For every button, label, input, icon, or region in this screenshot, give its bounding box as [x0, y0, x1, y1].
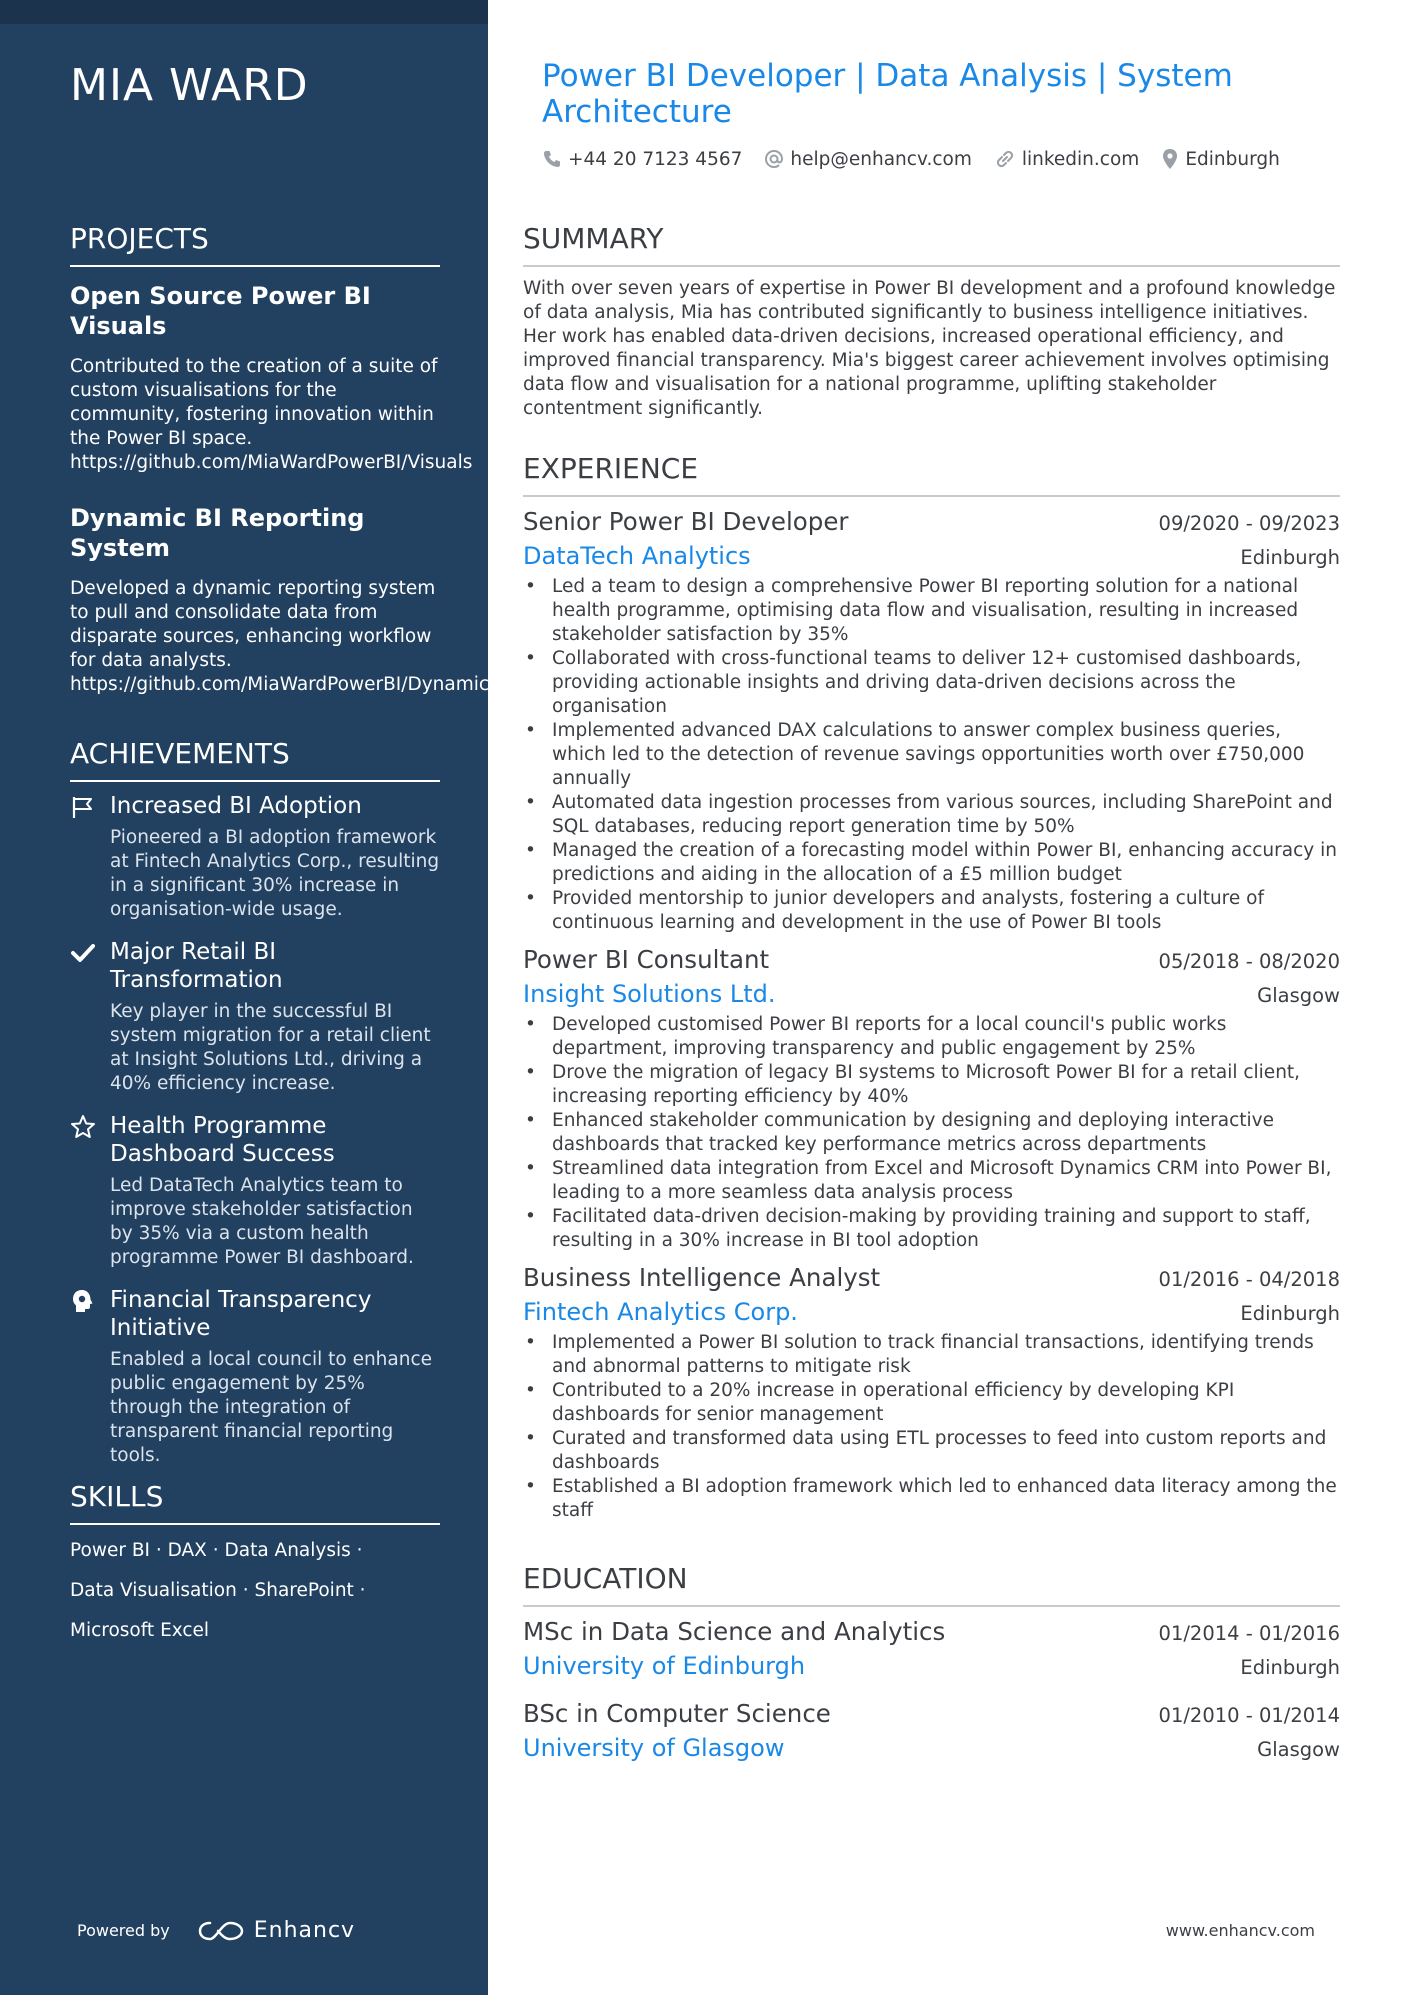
job-dates: 05/2018 - 08/2020 — [1158, 950, 1340, 973]
location-pin-icon — [1161, 148, 1179, 170]
education-dates: 01/2014 - 01/2016 — [1158, 1622, 1340, 1645]
job-location: Edinburgh — [1240, 546, 1340, 569]
achievement-description: Pioneered a BI adoption framework at Fintech Analytics Corp., resulting in a significant 30% increase in organisation-wide usage. — [110, 827, 440, 920]
job-entry — [523, 505, 1340, 935]
skills-line: Data Visualisation · SharePoint · — [70, 1580, 366, 1601]
contact-bar — [542, 148, 1302, 170]
achievement-title: Financial Transparency Initiative — [110, 1287, 372, 1341]
experience-heading: EXPERIENCE — [523, 452, 1340, 497]
education-entry — [523, 1615, 1340, 1683]
candidate-name: MIA WARD — [70, 60, 309, 111]
skills-line: Microsoft Excel — [70, 1620, 210, 1641]
job-location: Edinburgh — [1240, 1302, 1340, 1325]
degree-title: BSc in Computer Science — [523, 1699, 831, 1728]
sidebar — [0, 0, 561, 1995]
job-bullet: • Automated data ingestion processes from various sources, including SharePoint and SQL databases, reducing report generation time by 50% — [523, 791, 1340, 839]
degree-title: MSc in Data Science and Analytics — [523, 1617, 946, 1646]
summary-heading: SUMMARY — [523, 222, 1340, 267]
company-name: DataTech Analytics — [523, 542, 751, 570]
education-section — [523, 1562, 1340, 1765]
achievement-item — [70, 1286, 440, 1468]
projects-heading: PROJECTS — [70, 222, 440, 267]
job-bullet: • Contributed to a 20% increase in operational efficiency by developing KPI dashboards for senior management — [523, 1379, 1340, 1427]
projects-section — [70, 222, 561, 697]
job-bullet: • Collaborated with cross-functional teams to deliver 12+ customised dashboards, providing actionable insights and driving data-driven decisions across the organisation — [523, 647, 1340, 719]
job-bullet: • Curated and transformed data using ETL processes to feed into custom reports and dashboards — [523, 1427, 1340, 1475]
skills-line: Power BI · DAX · Data Analysis · — [70, 1540, 363, 1561]
school-location: Edinburgh — [1240, 1656, 1340, 1679]
achievement-title: Increased BI Adoption — [110, 793, 362, 819]
education-entry — [523, 1697, 1340, 1765]
enhancv-logo[interactable] — [198, 1918, 355, 1943]
job-title: Power BI Consultant — [523, 945, 770, 974]
job-bullet: • Enhanced stakeholder communication by designing and deploying interactive dashboards that tracked key performance metrics across departments — [523, 1109, 1340, 1157]
skills-heading: SKILLS — [70, 1480, 440, 1525]
contact-linkedin[interactable] — [994, 149, 1139, 170]
job-title: Business Intelligence Analyst — [523, 1263, 881, 1292]
phone-text: +44 20 7123 4567 — [568, 148, 743, 170]
location-text: Edinburgh — [1185, 148, 1280, 170]
job-bullet: • Managed the creation of a forecasting model within Power BI, enhancing accuracy in predictions and aiding in the allocation of a £5 million budget — [523, 839, 1340, 887]
project-description: Contributed to the creation of a suite of custom visualisations for the community, fostering innovation within the Power BI space. — [70, 356, 438, 449]
job-bullet: • Provided mentorship to junior developers and analysts, fostering a culture of continuous learning and development in the use of Power BI tools — [523, 887, 1340, 935]
sidebar-top-bar — [0, 0, 488, 24]
job-bullet: • Led a team to design a comprehensive Power BI reporting solution for a national health programme, optimising data flow and visualisation, resulting in increased stakeholder satisfaction by 35% — [523, 575, 1340, 647]
school-name: University of Edinburgh — [523, 1652, 806, 1680]
achievement-item — [70, 938, 440, 1096]
achievement-item — [70, 792, 440, 922]
job-bullet: • Streamlined data integration from Excel and Microsoft Dynamics CRM into Power BI, leading to a more seamless data analysis process — [523, 1157, 1340, 1205]
school-name: University of Glasgow — [523, 1734, 785, 1762]
job-bullets — [523, 1013, 1340, 1253]
star-icon — [70, 1114, 96, 1140]
footer-url[interactable]: www.enhancv.com — [1165, 1921, 1315, 1940]
achievements-heading: ACHIEVEMENTS — [70, 737, 440, 782]
achievement-description: Led DataTech Analytics team to improve stakeholder satisfaction by 35% via a custom health programme Power BI dashboard. — [110, 1175, 414, 1268]
job-bullets — [523, 1331, 1340, 1523]
achievement-title: Health Programme Dashboard Success — [110, 1113, 335, 1167]
school-location: Glasgow — [1257, 1738, 1340, 1761]
job-bullet: • Implemented a Power BI solution to track financial transactions, identifying trends and abnormal patterns to mitigate risk — [523, 1331, 1340, 1379]
contact-email[interactable] — [764, 149, 971, 170]
achievement-title: Major Retail BI Transformation — [110, 939, 283, 993]
powered-by — [77, 1918, 355, 1943]
job-bullet: • Developed customised Power BI reports for a local council's public works department, improving transparency and public engagement by 25% — [523, 1013, 1340, 1061]
job-dates: 01/2016 - 04/2018 — [1158, 1268, 1340, 1291]
enhancv-logo-text: Enhancv — [253, 1918, 356, 1943]
summary-section — [523, 222, 1340, 421]
achievement-description: Enabled a local council to enhance public engagement by 25% through the integration of transparent financial reporting tools. — [110, 1349, 433, 1466]
checkmark-icon — [70, 940, 96, 966]
job-bullet: • Established a BI adoption framework which led to enhanced data literacy among the staff — [523, 1475, 1340, 1523]
job-bullet: • Facilitated data-driven decision-making by providing training and support to staff, resulting in a 30% increase in BI tool adoption — [523, 1205, 1340, 1253]
job-entry — [523, 1261, 1340, 1523]
email-text: help@enhancv.com — [790, 148, 972, 170]
job-entry — [523, 943, 1340, 1253]
skills-list — [70, 1531, 440, 1651]
achievements-section — [70, 737, 440, 1468]
at-icon — [764, 149, 784, 169]
achievement-item — [70, 1112, 440, 1270]
company-name: Insight Solutions Ltd. — [523, 980, 776, 1008]
job-bullet: • Implemented advanced DAX calculations to answer complex business queries, which led to the detection of revenue savings opportunities worth over £750,000 annually — [523, 719, 1340, 791]
skills-section — [70, 1480, 440, 1651]
job-dates: 09/2020 - 09/2023 — [1158, 512, 1340, 535]
job-title: Senior Power BI Developer — [523, 507, 849, 536]
project-item — [70, 503, 561, 697]
project-link[interactable]: https://github.com/MiaWardPowerBI/Visuals — [70, 452, 473, 473]
project-item — [70, 281, 473, 475]
job-bullet: • Drove the migration of legacy BI systems to Microsoft Power BI for a retail client, increasing reporting efficiency by 40% — [523, 1061, 1340, 1109]
job-location: Glasgow — [1257, 984, 1340, 1007]
project-title: Dynamic BI Reporting System — [70, 504, 365, 562]
achievement-description: Key player in the successful BI system migration for a retail client at Insight Solutions Ltd., driving a 40% efficiency increase. — [110, 1001, 431, 1094]
powered-by-label: Powered by — [77, 1921, 170, 1940]
enhancv-logo-icon — [198, 1919, 244, 1943]
summary-text: With over seven years of expertise in Power BI development and a profound knowledge of data analysis, Mia has contributed significantly to business intelligence initiatives. Her work has enabled data-driven decisions, increased operational efficiency, and improved financial transparency. Mia's biggest career achievement involves optimising data flow and visualisation for a national programme, uplifting stakeholder contentment significantly. — [523, 278, 1336, 419]
contact-location — [1161, 148, 1280, 170]
company-name: Fintech Analytics Corp. — [523, 1298, 798, 1326]
head-gear-icon — [70, 1288, 96, 1314]
contact-phone[interactable] — [542, 149, 742, 170]
flag-icon — [70, 794, 96, 820]
headline: Power BI Developer | Data Analysis | System Architecture — [542, 58, 1233, 130]
phone-icon — [542, 149, 562, 169]
project-link[interactable]: https://github.com/MiaWardPowerBI/DynamicReports — [70, 674, 561, 695]
education-dates: 01/2010 - 01/2014 — [1158, 1704, 1340, 1727]
education-heading: EDUCATION — [523, 1562, 1340, 1607]
experience-section — [523, 452, 1340, 1523]
project-description: Developed a dynamic reporting system to pull and consolidate data from disparate sources, enhancing workflow for data analysts. — [70, 578, 436, 671]
job-bullets — [523, 575, 1340, 935]
link-icon — [994, 149, 1016, 169]
linkedin-text: linkedin.com — [1021, 148, 1140, 170]
project-title: Open Source Power BI Visuals — [70, 282, 371, 340]
